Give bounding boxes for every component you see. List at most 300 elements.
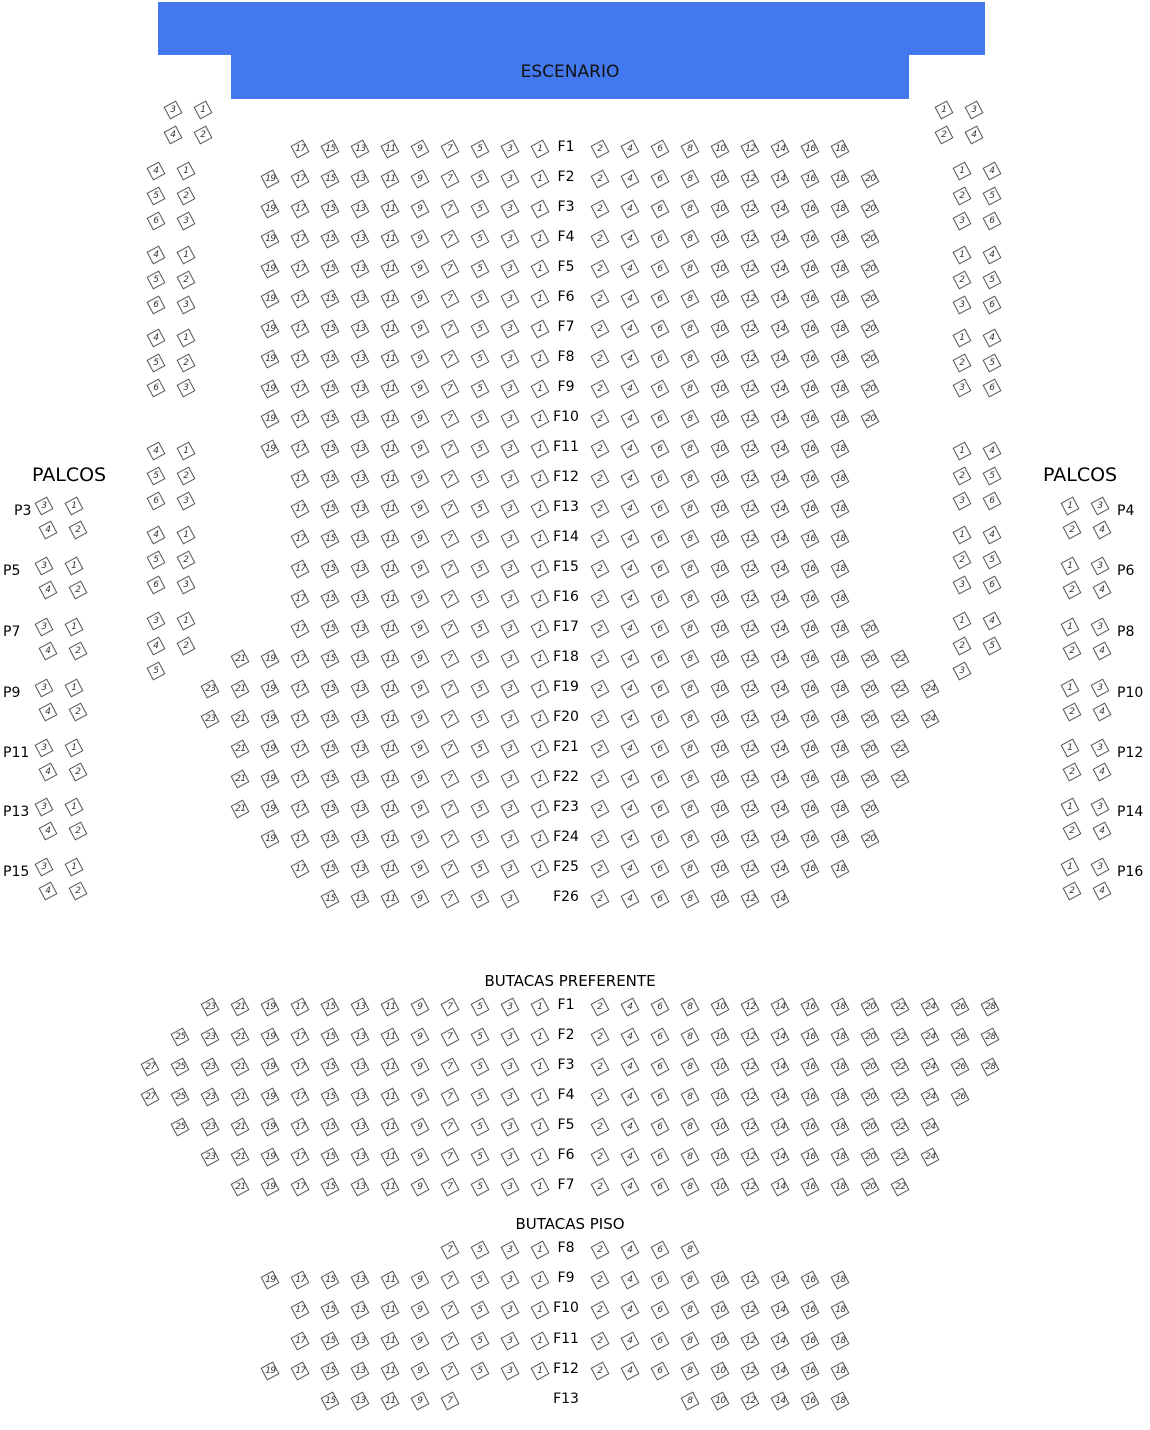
seat[interactable] bbox=[321, 1088, 340, 1107]
seat[interactable] bbox=[501, 560, 520, 579]
seat[interactable] bbox=[411, 470, 430, 489]
seat[interactable] bbox=[141, 1058, 160, 1077]
seat[interactable] bbox=[381, 590, 400, 609]
seat[interactable] bbox=[741, 1392, 760, 1411]
side-seat[interactable] bbox=[953, 576, 972, 595]
side-seat[interactable] bbox=[935, 101, 954, 120]
seat[interactable] bbox=[201, 710, 220, 729]
seat[interactable] bbox=[531, 230, 550, 249]
seat[interactable] bbox=[531, 260, 550, 279]
seat[interactable] bbox=[411, 650, 430, 669]
seat[interactable] bbox=[831, 1088, 850, 1107]
seat[interactable] bbox=[501, 140, 520, 159]
seat[interactable] bbox=[831, 590, 850, 609]
seat[interactable] bbox=[711, 860, 730, 879]
seat[interactable] bbox=[261, 1118, 280, 1137]
side-seat[interactable] bbox=[194, 101, 213, 120]
seat[interactable] bbox=[741, 590, 760, 609]
seat[interactable] bbox=[381, 998, 400, 1017]
seat[interactable] bbox=[321, 260, 340, 279]
seat[interactable] bbox=[861, 1148, 880, 1167]
seat[interactable] bbox=[441, 1241, 460, 1260]
seat[interactable] bbox=[651, 530, 670, 549]
seat[interactable] bbox=[531, 1241, 550, 1260]
seat[interactable] bbox=[441, 1361, 460, 1380]
seat[interactable] bbox=[381, 350, 400, 369]
seat[interactable] bbox=[681, 1392, 700, 1411]
seat[interactable] bbox=[891, 1148, 910, 1167]
seat[interactable] bbox=[291, 140, 310, 159]
seat[interactable] bbox=[231, 1028, 250, 1047]
seat[interactable] bbox=[651, 650, 670, 669]
seat[interactable] bbox=[471, 290, 490, 309]
seat[interactable] bbox=[291, 290, 310, 309]
seat[interactable] bbox=[531, 1178, 550, 1197]
side-seat[interactable] bbox=[164, 101, 183, 120]
seat[interactable] bbox=[471, 530, 490, 549]
seat[interactable] bbox=[621, 1058, 640, 1077]
seat[interactable] bbox=[411, 170, 430, 189]
seat[interactable] bbox=[801, 800, 820, 819]
seat[interactable] bbox=[411, 380, 430, 399]
seat[interactable] bbox=[381, 890, 400, 909]
side-seat[interactable] bbox=[983, 379, 1002, 398]
seat[interactable] bbox=[771, 320, 790, 339]
seat[interactable] bbox=[861, 1058, 880, 1077]
box-seat[interactable] bbox=[65, 557, 84, 576]
seat[interactable] bbox=[741, 1361, 760, 1380]
seat[interactable] bbox=[291, 530, 310, 549]
seat[interactable] bbox=[321, 560, 340, 579]
seat[interactable] bbox=[321, 410, 340, 429]
side-seat[interactable] bbox=[983, 612, 1002, 631]
seat[interactable] bbox=[441, 1331, 460, 1350]
side-seat[interactable] bbox=[953, 379, 972, 398]
seat[interactable] bbox=[261, 830, 280, 849]
side-seat[interactable] bbox=[983, 442, 1002, 461]
seat[interactable] bbox=[441, 530, 460, 549]
seat[interactable] bbox=[741, 1331, 760, 1350]
seat[interactable] bbox=[411, 260, 430, 279]
seat[interactable] bbox=[441, 1028, 460, 1047]
seat[interactable] bbox=[771, 140, 790, 159]
side-seat[interactable] bbox=[983, 637, 1002, 656]
seat[interactable] bbox=[441, 1271, 460, 1290]
seat[interactable] bbox=[381, 1271, 400, 1290]
seat[interactable] bbox=[621, 590, 640, 609]
seat[interactable] bbox=[741, 560, 760, 579]
seat[interactable] bbox=[741, 1028, 760, 1047]
seat[interactable] bbox=[411, 998, 430, 1017]
seat[interactable] bbox=[411, 620, 430, 639]
seat[interactable] bbox=[591, 410, 610, 429]
seat[interactable] bbox=[681, 560, 700, 579]
seat[interactable] bbox=[291, 350, 310, 369]
seat[interactable] bbox=[711, 650, 730, 669]
seat[interactable] bbox=[411, 140, 430, 159]
seat[interactable] bbox=[471, 470, 490, 489]
seat[interactable] bbox=[771, 890, 790, 909]
seat[interactable] bbox=[321, 230, 340, 249]
seat[interactable] bbox=[831, 860, 850, 879]
side-seat[interactable] bbox=[983, 187, 1002, 206]
seat[interactable] bbox=[531, 710, 550, 729]
seat[interactable] bbox=[711, 1271, 730, 1290]
seat[interactable] bbox=[321, 740, 340, 759]
seat[interactable] bbox=[231, 740, 250, 759]
seat[interactable] bbox=[831, 1361, 850, 1380]
seat[interactable] bbox=[771, 740, 790, 759]
seat[interactable] bbox=[711, 1058, 730, 1077]
seat[interactable] bbox=[441, 680, 460, 699]
seat[interactable] bbox=[861, 290, 880, 309]
seat[interactable] bbox=[771, 590, 790, 609]
side-seat[interactable] bbox=[983, 492, 1002, 511]
seat[interactable] bbox=[831, 710, 850, 729]
seat[interactable] bbox=[621, 320, 640, 339]
seat[interactable] bbox=[831, 440, 850, 459]
seat[interactable] bbox=[531, 830, 550, 849]
seat[interactable] bbox=[531, 320, 550, 339]
seat[interactable] bbox=[531, 530, 550, 549]
seat[interactable] bbox=[711, 200, 730, 219]
seat[interactable] bbox=[921, 680, 940, 699]
box-seat[interactable] bbox=[35, 739, 54, 758]
seat[interactable] bbox=[651, 710, 670, 729]
seat[interactable] bbox=[441, 1392, 460, 1411]
seat[interactable] bbox=[501, 890, 520, 909]
seat[interactable] bbox=[321, 1331, 340, 1350]
seat[interactable] bbox=[591, 740, 610, 759]
seat[interactable] bbox=[621, 380, 640, 399]
box-seat[interactable] bbox=[35, 858, 54, 877]
seat[interactable] bbox=[351, 470, 370, 489]
box-seat[interactable] bbox=[65, 679, 84, 698]
side-seat[interactable] bbox=[177, 526, 196, 545]
seat[interactable] bbox=[621, 470, 640, 489]
seat[interactable] bbox=[471, 890, 490, 909]
seat[interactable] bbox=[771, 1028, 790, 1047]
seat[interactable] bbox=[351, 1361, 370, 1380]
seat[interactable] bbox=[771, 1118, 790, 1137]
seat[interactable] bbox=[261, 1088, 280, 1107]
seat[interactable] bbox=[291, 800, 310, 819]
seat[interactable] bbox=[981, 998, 1000, 1017]
box-seat[interactable] bbox=[1063, 642, 1082, 661]
box-seat[interactable] bbox=[35, 557, 54, 576]
box-seat[interactable] bbox=[39, 882, 58, 901]
seat[interactable] bbox=[591, 1028, 610, 1047]
seat[interactable] bbox=[441, 770, 460, 789]
seat[interactable] bbox=[471, 560, 490, 579]
seat[interactable] bbox=[741, 800, 760, 819]
side-seat[interactable] bbox=[147, 526, 166, 545]
side-seat[interactable] bbox=[177, 612, 196, 631]
seat[interactable] bbox=[201, 1148, 220, 1167]
seat[interactable] bbox=[441, 500, 460, 519]
side-seat[interactable] bbox=[147, 379, 166, 398]
side-seat[interactable] bbox=[177, 551, 196, 570]
seat[interactable] bbox=[291, 770, 310, 789]
seat[interactable] bbox=[381, 440, 400, 459]
seat[interactable] bbox=[861, 620, 880, 639]
box-seat[interactable] bbox=[39, 581, 58, 600]
seat[interactable] bbox=[771, 800, 790, 819]
seat[interactable] bbox=[501, 1241, 520, 1260]
seat[interactable] bbox=[381, 1148, 400, 1167]
seat[interactable] bbox=[471, 770, 490, 789]
seat[interactable] bbox=[681, 710, 700, 729]
seat[interactable] bbox=[201, 680, 220, 699]
seat[interactable] bbox=[591, 1271, 610, 1290]
seat[interactable] bbox=[861, 170, 880, 189]
seat[interactable] bbox=[711, 1088, 730, 1107]
seat[interactable] bbox=[261, 650, 280, 669]
seat[interactable] bbox=[441, 230, 460, 249]
side-seat[interactable] bbox=[983, 467, 1002, 486]
seat[interactable] bbox=[231, 1088, 250, 1107]
seat[interactable] bbox=[741, 998, 760, 1017]
seat[interactable] bbox=[471, 1148, 490, 1167]
seat[interactable] bbox=[891, 1058, 910, 1077]
seat[interactable] bbox=[321, 140, 340, 159]
seat[interactable] bbox=[351, 1088, 370, 1107]
side-seat[interactable] bbox=[147, 296, 166, 315]
seat[interactable] bbox=[531, 1271, 550, 1290]
seat[interactable] bbox=[381, 1178, 400, 1197]
side-seat[interactable] bbox=[983, 246, 1002, 265]
seat[interactable] bbox=[261, 740, 280, 759]
seat[interactable] bbox=[381, 1088, 400, 1107]
seat[interactable] bbox=[501, 860, 520, 879]
seat[interactable] bbox=[621, 1088, 640, 1107]
seat[interactable] bbox=[831, 140, 850, 159]
seat[interactable] bbox=[591, 710, 610, 729]
seat[interactable] bbox=[861, 710, 880, 729]
seat[interactable] bbox=[351, 800, 370, 819]
seat[interactable] bbox=[291, 410, 310, 429]
side-seat[interactable] bbox=[953, 526, 972, 545]
seat[interactable] bbox=[501, 1178, 520, 1197]
seat[interactable] bbox=[381, 320, 400, 339]
seat[interactable] bbox=[471, 740, 490, 759]
seat[interactable] bbox=[291, 260, 310, 279]
seat[interactable] bbox=[381, 800, 400, 819]
seat[interactable] bbox=[801, 998, 820, 1017]
seat[interactable] bbox=[681, 740, 700, 759]
seat[interactable] bbox=[471, 590, 490, 609]
box-seat[interactable] bbox=[39, 642, 58, 661]
seat[interactable] bbox=[591, 350, 610, 369]
seat[interactable] bbox=[711, 350, 730, 369]
side-seat[interactable] bbox=[147, 637, 166, 656]
seat[interactable] bbox=[441, 620, 460, 639]
seat[interactable] bbox=[801, 1301, 820, 1320]
seat[interactable] bbox=[861, 680, 880, 699]
seat[interactable] bbox=[381, 560, 400, 579]
seat[interactable] bbox=[831, 230, 850, 249]
seat[interactable] bbox=[441, 710, 460, 729]
seat[interactable] bbox=[621, 998, 640, 1017]
box-seat[interactable] bbox=[1091, 858, 1110, 877]
seat[interactable] bbox=[351, 770, 370, 789]
seat[interactable] bbox=[681, 230, 700, 249]
seat[interactable] bbox=[801, 680, 820, 699]
seat[interactable] bbox=[651, 560, 670, 579]
seat[interactable] bbox=[381, 290, 400, 309]
side-seat[interactable] bbox=[177, 354, 196, 373]
seat[interactable] bbox=[681, 1118, 700, 1137]
seat[interactable] bbox=[411, 1392, 430, 1411]
seat[interactable] bbox=[891, 1118, 910, 1137]
seat[interactable] bbox=[351, 650, 370, 669]
seat[interactable] bbox=[681, 440, 700, 459]
seat[interactable] bbox=[531, 350, 550, 369]
seat[interactable] bbox=[411, 830, 430, 849]
side-seat[interactable] bbox=[953, 467, 972, 486]
side-seat[interactable] bbox=[147, 271, 166, 290]
seat[interactable] bbox=[471, 1028, 490, 1047]
seat[interactable] bbox=[711, 1028, 730, 1047]
seat[interactable] bbox=[591, 500, 610, 519]
seat[interactable] bbox=[321, 620, 340, 639]
side-seat[interactable] bbox=[953, 551, 972, 570]
seat[interactable] bbox=[531, 680, 550, 699]
seat[interactable] bbox=[861, 260, 880, 279]
seat[interactable] bbox=[531, 410, 550, 429]
seat[interactable] bbox=[861, 740, 880, 759]
seat[interactable] bbox=[681, 350, 700, 369]
seat[interactable] bbox=[321, 710, 340, 729]
seat[interactable] bbox=[501, 680, 520, 699]
seat[interactable] bbox=[261, 800, 280, 819]
seat[interactable] bbox=[351, 998, 370, 1017]
seat[interactable] bbox=[261, 1028, 280, 1047]
seat[interactable] bbox=[711, 410, 730, 429]
seat[interactable] bbox=[351, 530, 370, 549]
seat[interactable] bbox=[621, 830, 640, 849]
seat[interactable] bbox=[501, 200, 520, 219]
seat[interactable] bbox=[321, 350, 340, 369]
seat[interactable] bbox=[741, 680, 760, 699]
seat[interactable] bbox=[681, 860, 700, 879]
seat[interactable] bbox=[471, 1301, 490, 1320]
seat[interactable] bbox=[861, 230, 880, 249]
seat[interactable] bbox=[291, 470, 310, 489]
seat[interactable] bbox=[591, 1088, 610, 1107]
seat[interactable] bbox=[891, 770, 910, 789]
seat[interactable] bbox=[621, 140, 640, 159]
seat[interactable] bbox=[591, 1178, 610, 1197]
seat[interactable] bbox=[801, 1058, 820, 1077]
seat[interactable] bbox=[351, 1178, 370, 1197]
seat[interactable] bbox=[591, 620, 610, 639]
seat[interactable] bbox=[651, 1148, 670, 1167]
seat[interactable] bbox=[231, 650, 250, 669]
seat[interactable] bbox=[651, 860, 670, 879]
seat[interactable] bbox=[711, 1361, 730, 1380]
seat[interactable] bbox=[411, 440, 430, 459]
seat[interactable] bbox=[801, 1028, 820, 1047]
seat[interactable] bbox=[441, 140, 460, 159]
seat[interactable] bbox=[831, 1392, 850, 1411]
seat[interactable] bbox=[141, 1088, 160, 1107]
seat[interactable] bbox=[291, 1088, 310, 1107]
seat[interactable] bbox=[261, 770, 280, 789]
box-seat[interactable] bbox=[1061, 739, 1080, 758]
seat[interactable] bbox=[501, 350, 520, 369]
seat[interactable] bbox=[861, 1028, 880, 1047]
seat[interactable] bbox=[621, 1271, 640, 1290]
seat[interactable] bbox=[441, 860, 460, 879]
seat[interactable] bbox=[681, 650, 700, 669]
seat[interactable] bbox=[681, 1331, 700, 1350]
seat[interactable] bbox=[741, 710, 760, 729]
side-seat[interactable] bbox=[953, 662, 972, 681]
seat[interactable] bbox=[351, 1331, 370, 1350]
seat[interactable] bbox=[591, 530, 610, 549]
seat[interactable] bbox=[411, 1118, 430, 1137]
side-seat[interactable] bbox=[147, 551, 166, 570]
seat[interactable] bbox=[411, 1088, 430, 1107]
box-seat[interactable] bbox=[69, 763, 88, 782]
seat[interactable] bbox=[471, 650, 490, 669]
seat[interactable] bbox=[261, 710, 280, 729]
seat[interactable] bbox=[471, 1331, 490, 1350]
side-seat[interactable] bbox=[147, 162, 166, 181]
seat[interactable] bbox=[921, 1148, 940, 1167]
seat[interactable] bbox=[591, 1058, 610, 1077]
side-seat[interactable] bbox=[953, 442, 972, 461]
seat[interactable] bbox=[441, 470, 460, 489]
box-seat[interactable] bbox=[1091, 739, 1110, 758]
seat[interactable] bbox=[441, 410, 460, 429]
seat[interactable] bbox=[741, 1271, 760, 1290]
seat[interactable] bbox=[471, 440, 490, 459]
seat[interactable] bbox=[741, 320, 760, 339]
seat[interactable] bbox=[591, 1148, 610, 1167]
seat[interactable] bbox=[441, 170, 460, 189]
seat[interactable] bbox=[651, 470, 670, 489]
seat[interactable] bbox=[921, 1118, 940, 1137]
seat[interactable] bbox=[201, 1088, 220, 1107]
seat[interactable] bbox=[261, 1361, 280, 1380]
box-seat[interactable] bbox=[1093, 642, 1112, 661]
seat[interactable] bbox=[771, 770, 790, 789]
seat[interactable] bbox=[771, 1088, 790, 1107]
seat[interactable] bbox=[711, 998, 730, 1017]
seat[interactable] bbox=[531, 1361, 550, 1380]
seat[interactable] bbox=[771, 1331, 790, 1350]
side-seat[interactable] bbox=[983, 296, 1002, 315]
seat[interactable] bbox=[501, 1361, 520, 1380]
seat[interactable] bbox=[681, 260, 700, 279]
seat[interactable] bbox=[231, 710, 250, 729]
seat[interactable] bbox=[441, 830, 460, 849]
seat[interactable] bbox=[351, 440, 370, 459]
box-seat[interactable] bbox=[65, 858, 84, 877]
seat[interactable] bbox=[381, 530, 400, 549]
seat[interactable] bbox=[771, 680, 790, 699]
box-seat[interactable] bbox=[35, 679, 54, 698]
seat[interactable] bbox=[741, 440, 760, 459]
side-seat[interactable] bbox=[953, 187, 972, 206]
seat[interactable] bbox=[921, 998, 940, 1017]
seat[interactable] bbox=[621, 350, 640, 369]
side-seat[interactable] bbox=[953, 246, 972, 265]
seat[interactable] bbox=[351, 320, 370, 339]
seat[interactable] bbox=[591, 800, 610, 819]
